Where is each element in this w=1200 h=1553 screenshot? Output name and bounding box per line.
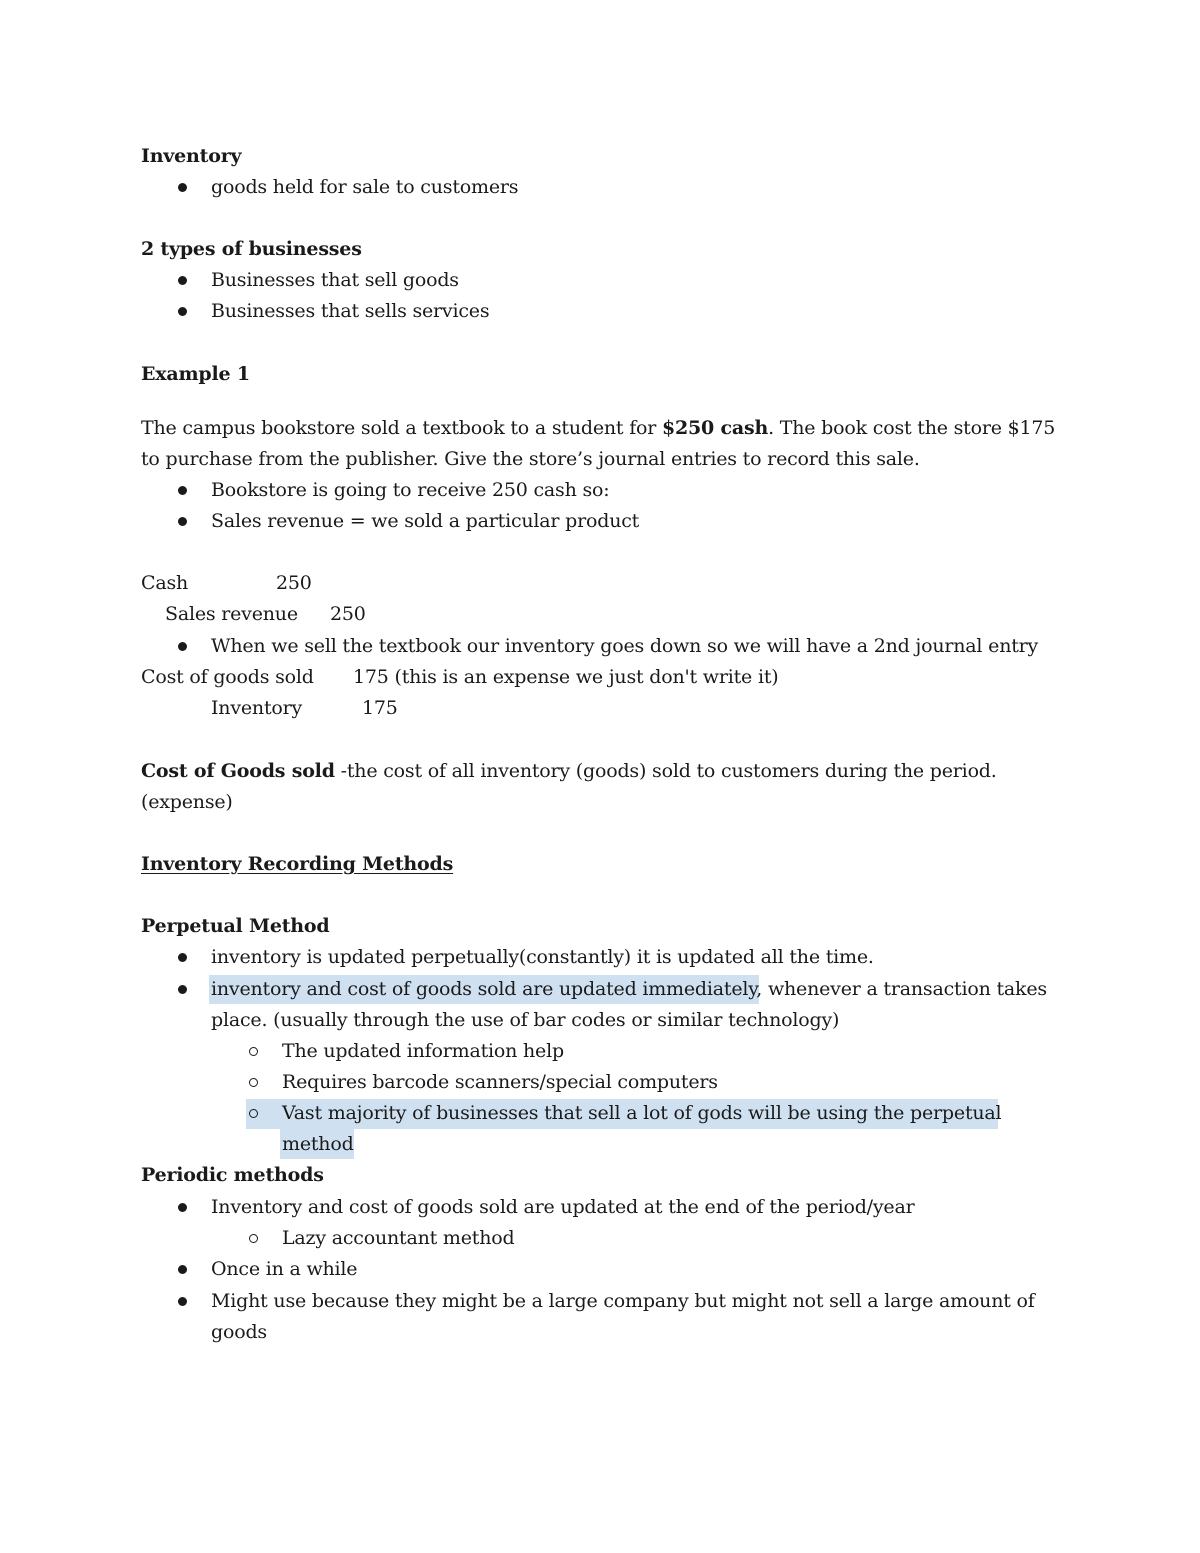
inventory-heading: Inventory	[141, 145, 242, 167]
bullet-icon	[178, 183, 187, 192]
periodic-item-1: Inventory and cost of goods sold are updated at the end of the period/year	[211, 1196, 915, 1218]
perpetual-sub-item-3: Vast majority of businesses that sell a lot of gods will be using the perpetual	[282, 1102, 1002, 1124]
methods-heading: Inventory Recording Methods	[141, 853, 454, 875]
example-text-b: . The book cost the store $175	[768, 417, 1056, 439]
journal-cash-label: Cash	[141, 572, 189, 594]
perpetual-item-2-highlighted: inventory and cost of goods sold are updated immediately	[211, 978, 757, 1000]
journal-sales-label: Sales revenue	[165, 603, 298, 625]
types-item-goods: Businesses that sell goods	[211, 269, 459, 291]
bullet-icon	[178, 517, 187, 526]
bullet-icon	[178, 486, 187, 495]
bullet-icon	[178, 276, 187, 285]
periodic-item-2: Once in a while	[211, 1258, 358, 1280]
types-item-services: Businesses that sells services	[211, 300, 490, 322]
journal-inventory-amount: 175	[362, 697, 398, 719]
journal-cogs-label: Cost of goods sold	[141, 666, 314, 688]
example-heading: Example 1	[141, 363, 250, 385]
example-bullet-revenue: Sales revenue = we sold a particular product	[211, 510, 640, 532]
bullet-icon	[178, 642, 187, 651]
cogs-definition-line-2: (expense)	[141, 791, 233, 813]
example-paragraph-line-1	[141, 413, 1055, 444]
bullet-icon	[178, 985, 187, 994]
bullet-icon	[178, 307, 187, 316]
journal-cash-amount: 250	[276, 572, 312, 594]
cogs-definition: -the cost of all inventory (goods) sold to customers during the period.	[334, 760, 997, 782]
bullet-icon	[178, 1203, 187, 1212]
perpetual-item-1: inventory is updated perpetually(constantly) it is updated all the time.	[211, 946, 874, 968]
bullet-icon	[178, 953, 187, 962]
perpetual-item-2	[211, 974, 1047, 1005]
example-text-a: The campus bookstore sold a textbook to a student for	[141, 417, 662, 439]
journal-inventory-label: Inventory	[211, 697, 303, 719]
example-text-bold: $250 cash	[662, 417, 769, 439]
perpetual-sub-item-2: Requires barcode scanners/special computers	[282, 1071, 718, 1093]
circle-bullet-icon	[249, 1234, 258, 1243]
types-heading: 2 types of businesses	[141, 238, 362, 260]
circle-bullet-icon	[249, 1078, 258, 1087]
perpetual-heading: Perpetual Method	[141, 915, 330, 937]
example-bullet-cash: Bookstore is going to receive 250 cash so:	[211, 479, 610, 501]
bullet-icon	[178, 1297, 187, 1306]
perpetual-sub-item-3-continued: method	[282, 1133, 354, 1155]
perpetual-sub-item-1: The updated information help	[282, 1040, 564, 1062]
perpetual-item-2-rest: , whenever a transaction takes	[756, 978, 1047, 1000]
inventory-definition: goods held for sale to customers	[211, 176, 519, 198]
periodic-item-3: Might use because they might be a large company but might not sell a large amount of	[211, 1290, 1035, 1312]
example-paragraph-line-2: to purchase from the publisher. Give the store’s journal entries to record this sale.	[141, 448, 920, 470]
circle-bullet-icon	[249, 1047, 258, 1056]
journal-bullet-note: When we sell the textbook our inventory goes down so we will have a 2nd journal entry	[211, 635, 1039, 657]
circle-bullet-icon	[249, 1109, 258, 1118]
periodic-heading: Periodic methods	[141, 1164, 324, 1186]
journal-cogs-amount: 175 (this is an expense we just don't write it)	[353, 666, 779, 688]
cogs-definition-line-1	[141, 756, 997, 787]
periodic-sub-item-1: Lazy accountant method	[282, 1227, 515, 1249]
cogs-term: Cost of Goods sold	[141, 760, 335, 782]
bullet-icon	[178, 1265, 187, 1274]
periodic-item-3-continued: goods	[211, 1321, 267, 1343]
journal-sales-amount: 250	[330, 603, 366, 625]
perpetual-item-2-continued: place. (usually through the use of bar codes or similar technology)	[211, 1009, 840, 1031]
